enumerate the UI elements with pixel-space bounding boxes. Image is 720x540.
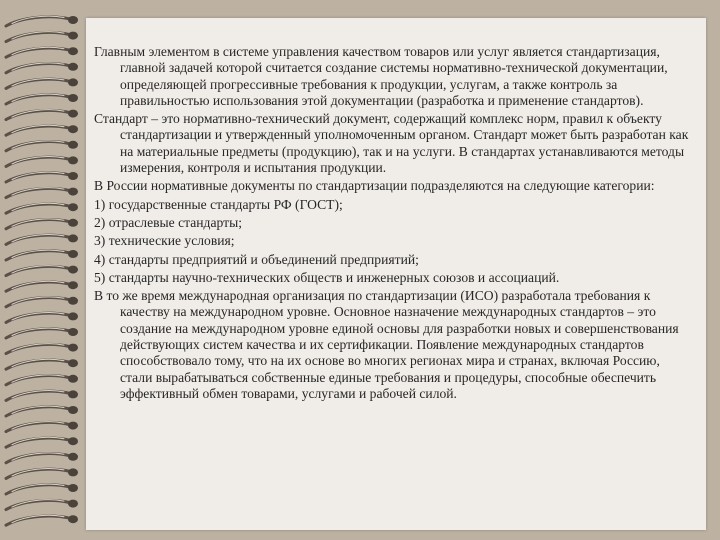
binding-ring-icon	[6, 344, 78, 354]
binding-ring-icon	[6, 281, 78, 291]
binding-ring-icon	[6, 47, 78, 57]
binding-ring-icon	[6, 172, 78, 182]
binding-ring-icon	[6, 359, 78, 369]
binding-ring-icon	[6, 437, 78, 447]
spiral-binding	[0, 0, 86, 540]
binding-ring-icon	[6, 484, 78, 494]
binding-ring-icon	[6, 125, 78, 135]
binding-ring-icon	[6, 515, 78, 525]
binding-ring-icon	[6, 63, 78, 73]
list-item-society-standards: 5) стандарты научно-технических обществ и инженерных союзов и ассоциаций.	[94, 269, 560, 285]
paragraph-russia-categories: В России нормативные документы по стандартизации подразделяются на следующие категории:	[94, 178, 655, 194]
binding-ring-icon	[6, 156, 78, 166]
paragraph-iso: В то же время международная организация по стандартизации (ИСО) разработала требования к качеству на международном уровне. Основное назначение международных стандартов – это создание на международном уровне единой основы для разработки новых и совершенствования действующих систем качества и их сертификации. Появление международных стандартов способствовало тому, что на их основе во многих регионах мира и странах, включая Россию, стали вырабатываться собственные единые требования и процедуры, способные обеспечить эффективный обмен товарами, услугами и рабочей силой.	[94, 288, 679, 401]
binding-ring-icon	[6, 32, 78, 42]
binding-ring-icon	[6, 188, 78, 198]
binding-ring-icon	[6, 468, 78, 478]
binding-ring-icon	[6, 422, 78, 432]
list-item-gost: 1) государственные стандарты РФ (ГОСТ);	[94, 196, 343, 212]
binding-ring-icon	[6, 234, 78, 244]
binding-ring-icon	[6, 297, 78, 307]
binding-ring-icon	[6, 250, 78, 260]
list-item-industry-standards: 2) отраслевые стандарты;	[94, 214, 242, 230]
document-text	[94, 44, 694, 404]
binding-ring-icon	[6, 110, 78, 120]
paragraph-standardization-intro: Главным элементом в системе управления качеством товаров или услуг является стандартизация, главной задачей которой считается создание системы нормативно-технической документации, определяющей прогрессивные требования к продукции, услугам, а также контроль за правильностью использования этой документации (разработка и применение стандартов).	[94, 44, 668, 108]
binding-ring-icon	[6, 500, 78, 510]
binding-ring-icon	[6, 141, 78, 151]
binding-ring-icon	[6, 312, 78, 322]
binding-ring-icon	[6, 16, 78, 26]
binding-ring-icon	[6, 219, 78, 229]
list-item-technical-conditions: 3) технические условия;	[94, 233, 235, 249]
binding-ring-icon	[6, 406, 78, 416]
binding-ring-icon	[6, 328, 78, 338]
binding-ring-icon	[6, 266, 78, 276]
binding-ring-icon	[6, 375, 78, 385]
list-item-enterprise-standards: 4) стандарты предприятий и объединений предприятий;	[94, 251, 419, 267]
binding-ring-icon	[6, 94, 78, 104]
binding-ring-icon	[6, 453, 78, 463]
binding-ring-icon	[6, 390, 78, 400]
paragraph-standard-definition: Стандарт – это нормативно-технический документ, содержащий комплекс норм, правил к объекту стандартизации и утвержденный уполномоченным органом. Стандарт может быть разработан как на материальные предметы (продукцию), так и на услуги. В стандартах устанавливаются методы измерения, контроля и испытания продукции.	[94, 111, 689, 176]
binding-ring-icon	[6, 203, 78, 213]
binding-ring-icon	[6, 78, 78, 88]
